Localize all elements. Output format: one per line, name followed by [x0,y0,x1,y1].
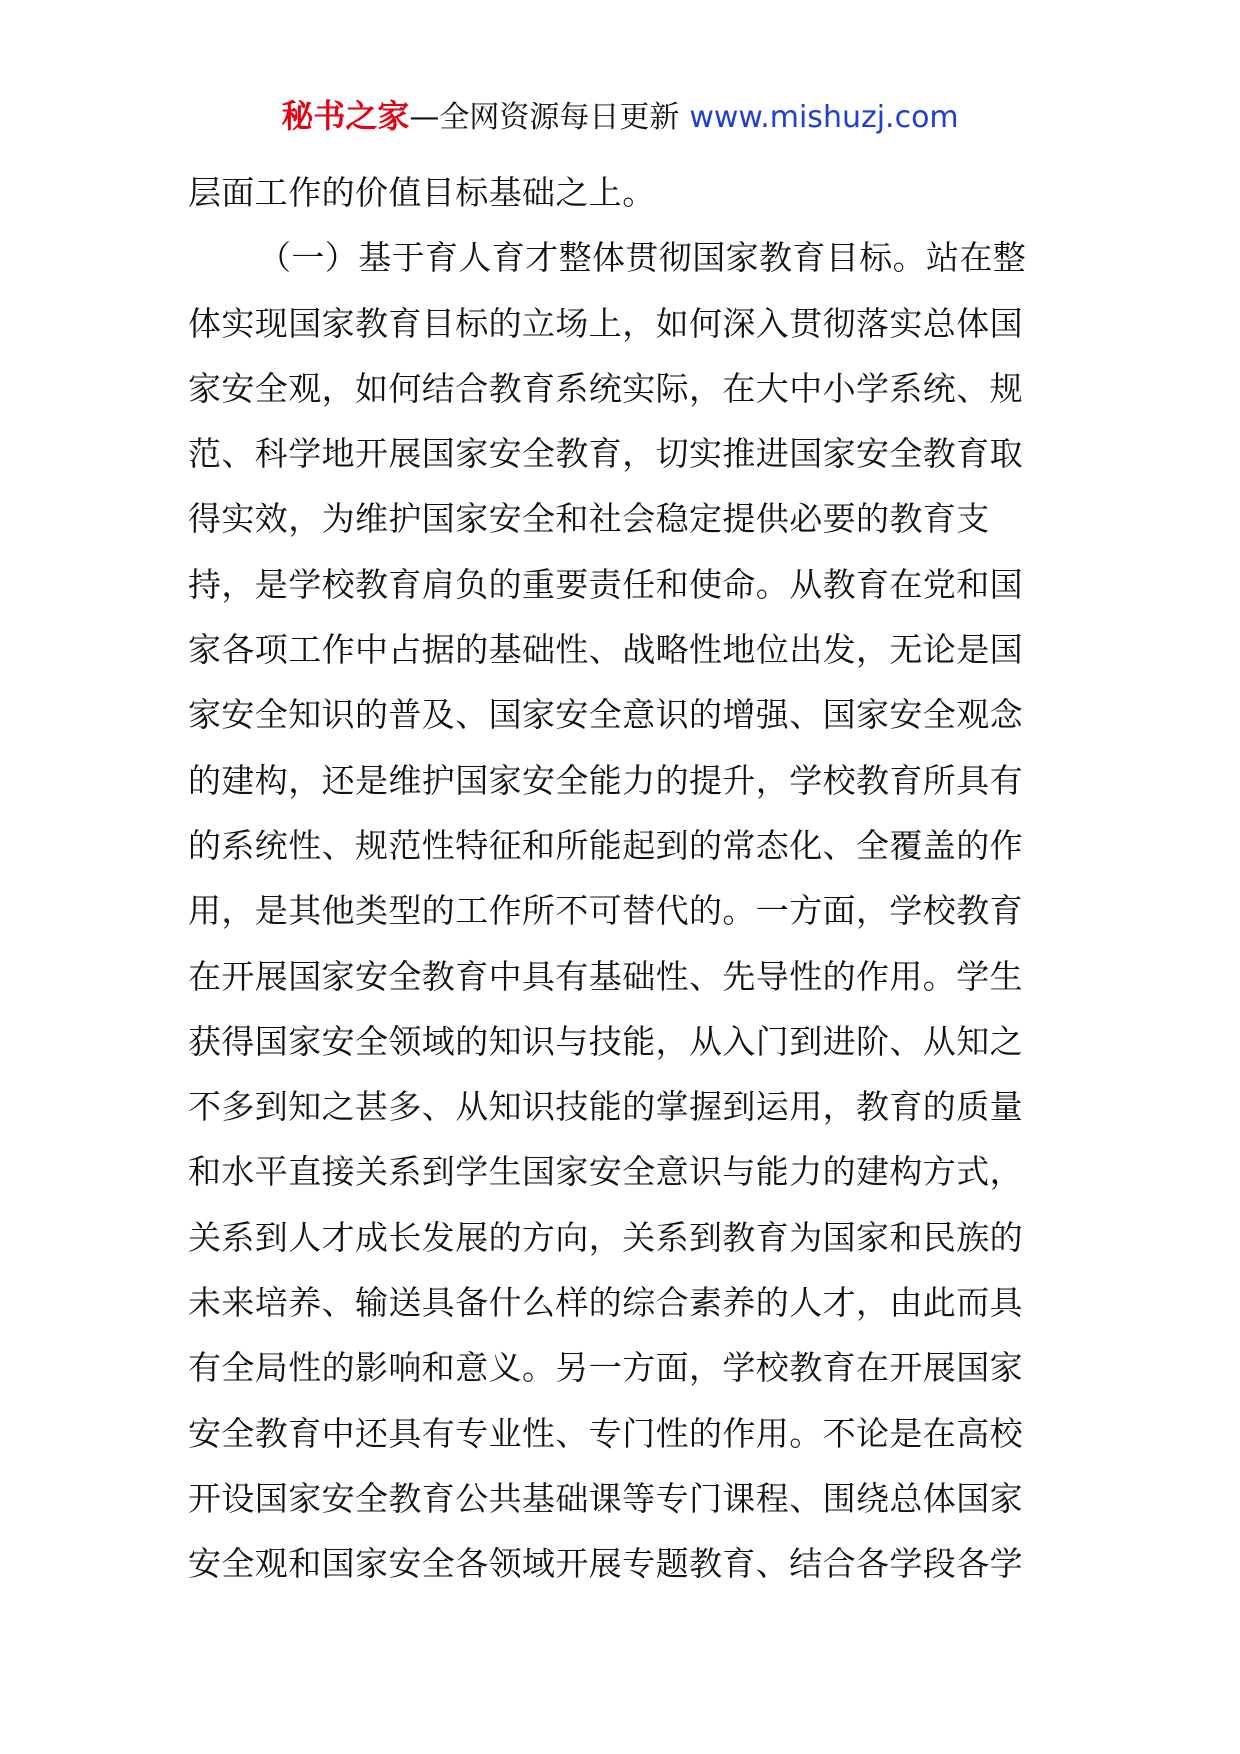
text-line: 得实效，为维护国家安全和社会稳定提供必要的教育支 [188,499,990,539]
text-line: 家安全观，如何结合教育系统实际，在大中小学系统、规 [188,368,1023,408]
text-line: 用，是其他类型的工作所不可替代的。一方面，学校教育 [188,891,1023,931]
text-line: 未来培养、输送具备什么样的综合素养的人才，由此而具 [188,1283,1023,1323]
text-line: 体实现国家教育目标的立场上，如何深入贯彻落实总体国 [188,303,1023,343]
text-line: 的建构，还是维护国家安全能力的提升，学校教育所具有 [188,760,1023,800]
document-body [188,160,1060,1597]
text-line: 持，是学校教育肩负的重要责任和使命。从教育在党和国 [188,564,1023,604]
text-line: 有全局性的影响和意义。另一方面，学校教育在开展国家 [188,1348,1023,1388]
text-line: 关系到人才成长发展的方向，关系到教育为国家和民族的 [188,1217,1023,1257]
text-line: 范、科学地开展国家安全教育，切实推进国家安全教育取 [188,434,1023,474]
text-line: 和水平直接关系到学生国家安全意识与能力的建构方式， [188,1152,1023,1192]
text-line: 安全观和国家安全各领域开展专题教育、结合各学段各学 [188,1544,1023,1584]
text-line: 不多到知之甚多、从知识技能的掌握到运用，教育的质量 [188,1087,1023,1127]
site-brand: 秘书之家 [281,97,410,135]
text-line: （一）基于育人育才整体贯彻国家教育目标。站在整 [258,238,1027,278]
text-line: 在开展国家安全教育中具有基础性、先导性的作用。学生 [188,956,1023,996]
text-line: 获得国家安全领域的知识与技能，从入门到进阶、从知之 [188,1021,1023,1061]
text-line: 安全教育中还具有专业性、专门性的作用。不论是在高校 [188,1413,1023,1453]
text-line: 家各项工作中占据的基础性、战略性地位出发，无论是国 [188,630,1023,670]
site-header [0,96,1240,138]
text-line: 家安全知识的普及、国家安全意识的增强、国家安全观念 [188,695,1023,735]
site-url-link[interactable]: www.mishuzj.com [689,100,959,135]
text-line: 层面工作的价值目标基础之上。 [188,173,656,212]
text-line: 的系统性、规范性特征和所能起到的常态化、全覆盖的作 [188,825,1023,865]
text-line: 开设国家安全教育公共基础课等专门课程、围绕总体国家 [188,1478,1023,1518]
site-tagline: —全网资源每日更新 [409,100,680,135]
